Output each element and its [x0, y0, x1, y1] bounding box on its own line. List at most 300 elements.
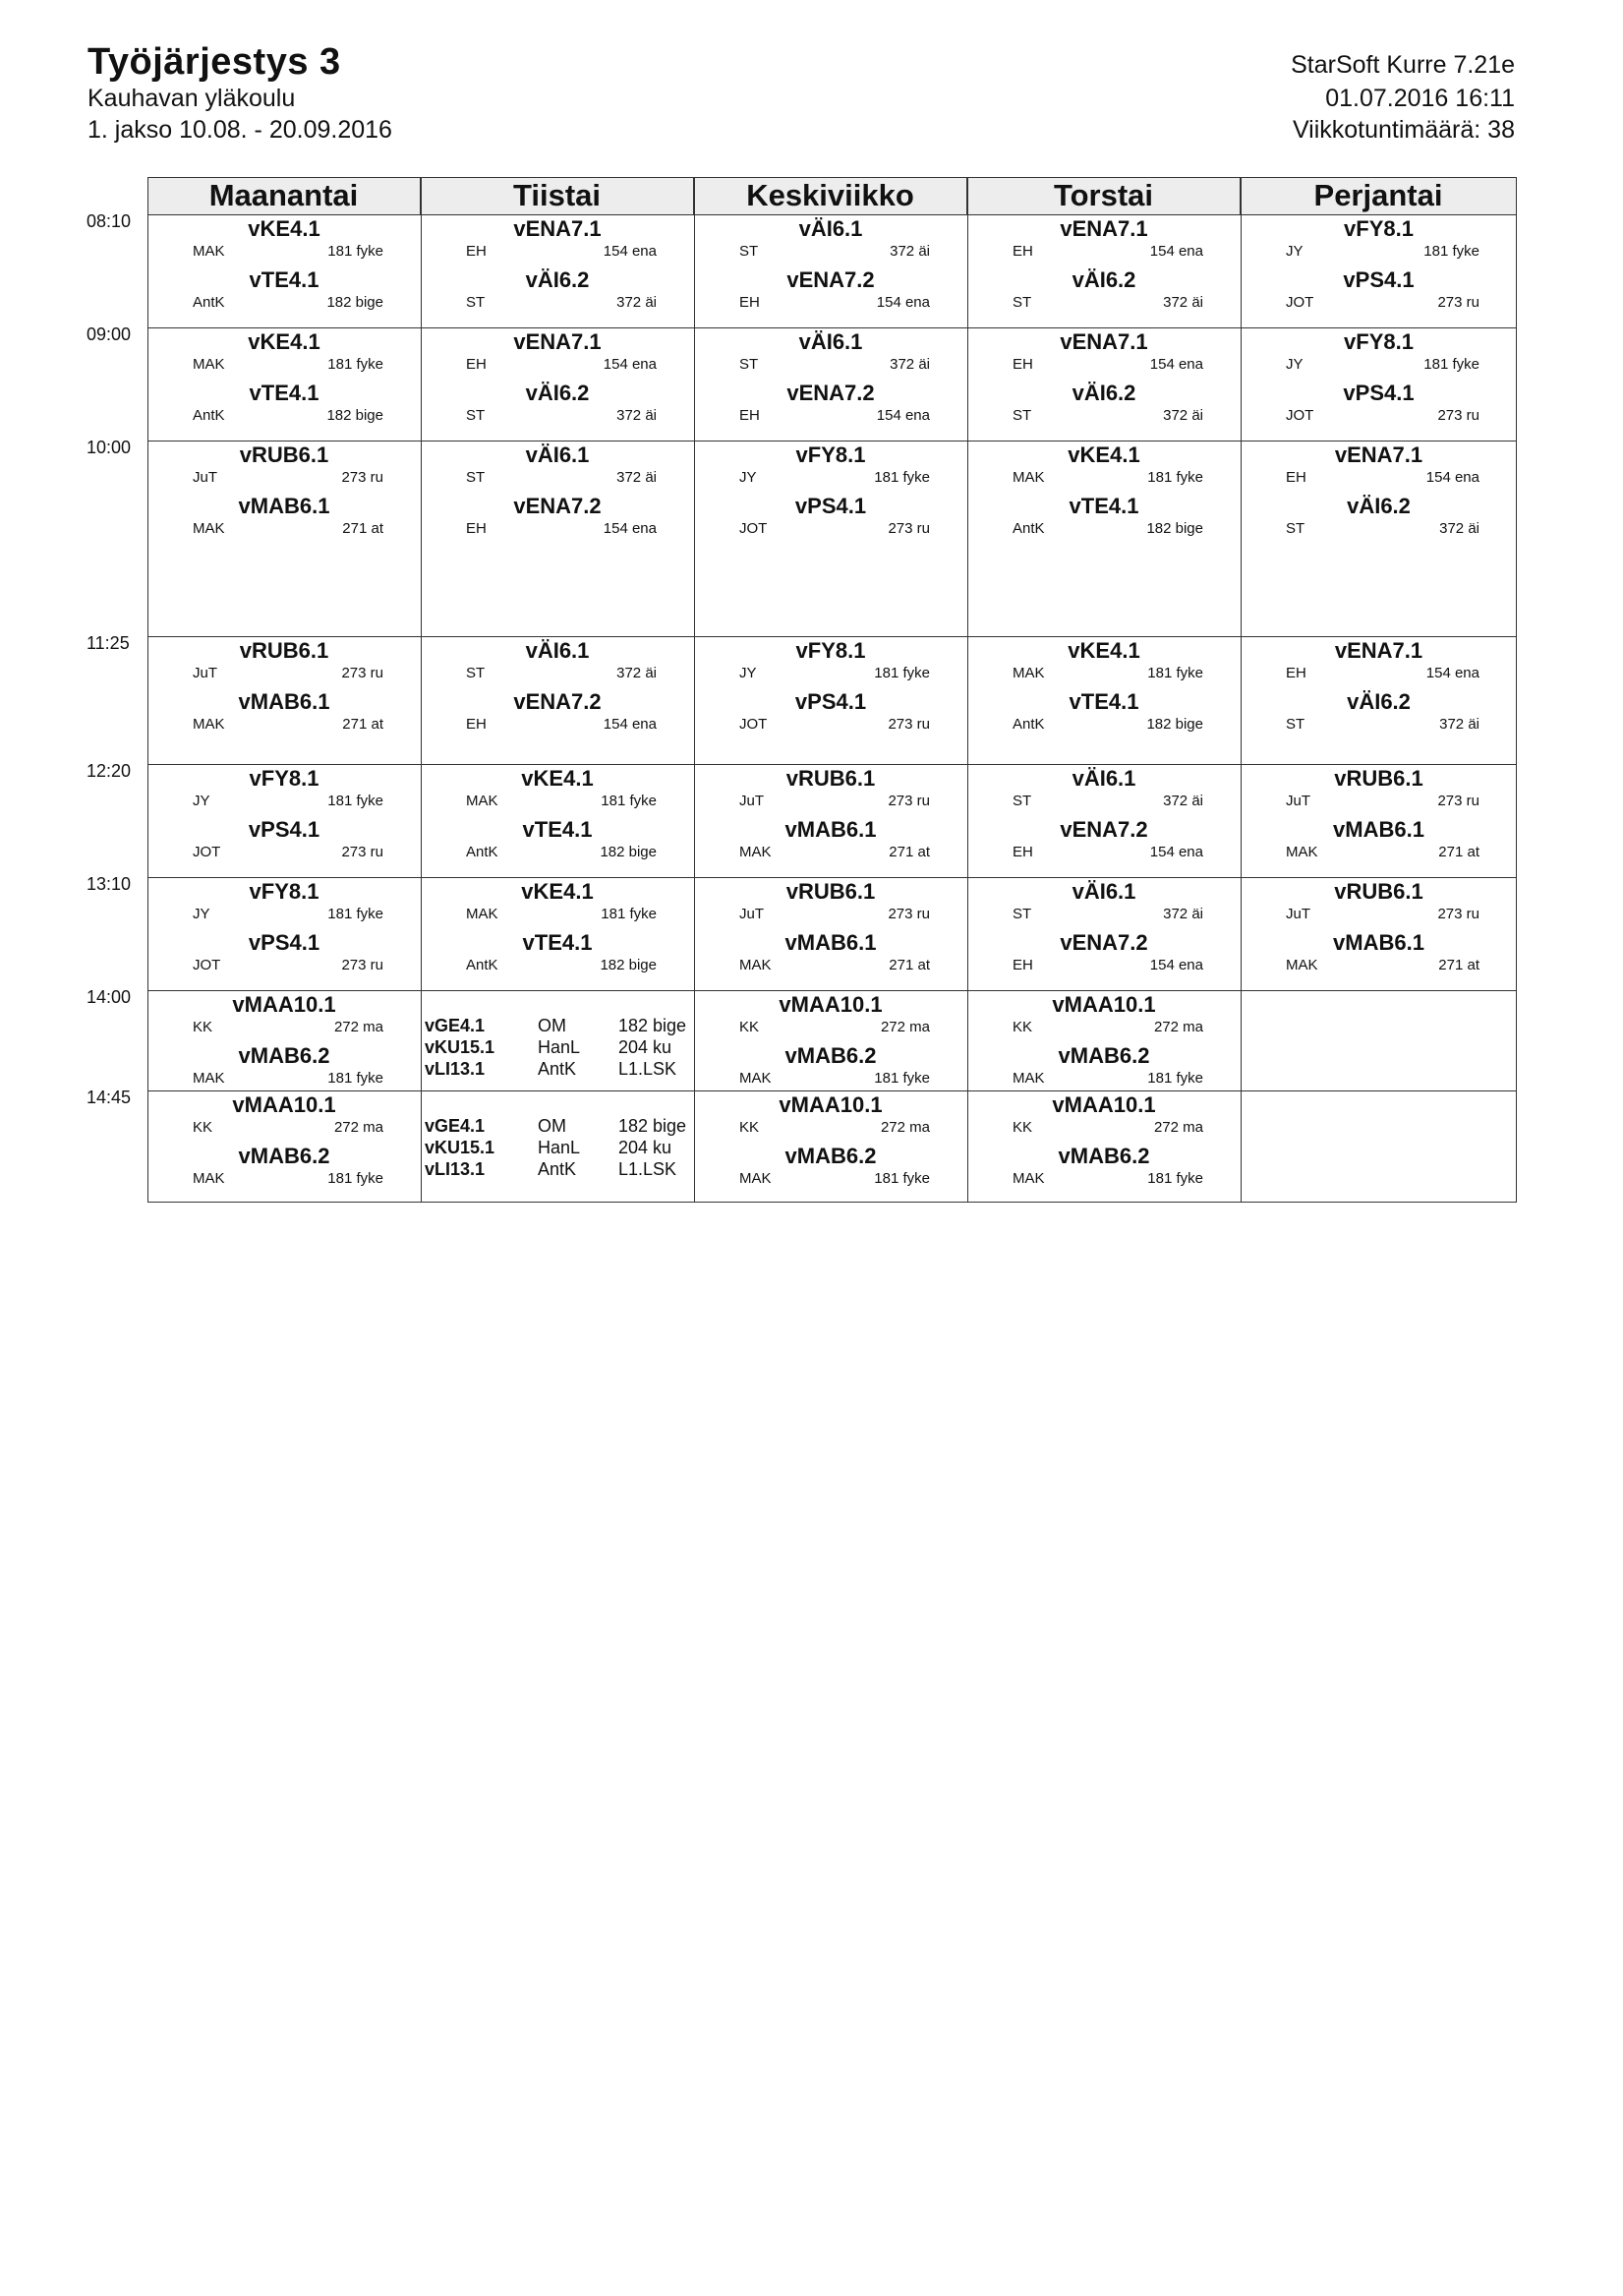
teacher-code: EH [739, 407, 760, 424]
teacher-code: EH [1013, 844, 1033, 860]
timetable-grid [147, 177, 1517, 1203]
teacher-code: KK [739, 1019, 760, 1035]
room-code: 372 äi [890, 356, 930, 373]
lesson-entry [967, 766, 1241, 817]
lesson-entry [425, 1037, 690, 1059]
teacher-code: ST [739, 356, 759, 373]
teacher-code: ST [739, 243, 759, 260]
teacher-code: JY [739, 469, 757, 486]
room-code: 272 ma [880, 1119, 930, 1136]
teacher-code: MAK [1013, 665, 1045, 681]
lesson-entry [1241, 267, 1517, 319]
timetable-cell [1241, 214, 1517, 327]
day-header: Torstai [967, 177, 1241, 214]
time-label: 10:00 [87, 438, 132, 457]
lesson-entry [421, 817, 694, 868]
lesson-entry [967, 1043, 1241, 1094]
teacher-code: JuT [739, 793, 765, 809]
course-code: vÄI6.2 [525, 267, 590, 292]
lesson-entry [967, 494, 1241, 545]
lesson-entry [694, 329, 967, 381]
course-code: vPS4.1 [1343, 381, 1415, 405]
room-code: 182 bige [1146, 520, 1203, 537]
teacher-code: ST [1013, 294, 1032, 311]
room-code: 271 at [1438, 844, 1479, 860]
course-code: vPS4.1 [794, 689, 867, 714]
timetable-cell [147, 990, 421, 1090]
room-code: 273 ru [1437, 906, 1479, 922]
timetable-cell [1241, 441, 1517, 636]
teacher-code: ST [1013, 906, 1032, 922]
lesson-entry [1241, 817, 1517, 868]
course-code: vÄI6.1 [798, 216, 863, 241]
timetable-cell [421, 1090, 694, 1203]
lesson-entry [694, 992, 967, 1043]
course-code: vMAB6.1 [1333, 817, 1424, 842]
course-code: vMAB6.1 [784, 817, 877, 842]
day-header: Tiistai [421, 177, 694, 214]
teacher-code: OM [538, 1116, 566, 1136]
course-code: vMAB6.2 [784, 1043, 877, 1068]
room-code: 273 ru [341, 957, 383, 973]
teacher-code: OM [538, 1016, 566, 1035]
room-code: 181 fyke [874, 469, 930, 486]
teacher-code: KK [193, 1019, 213, 1035]
course-code: vENA7.2 [513, 494, 602, 518]
room-code: 181 fyke [1147, 1070, 1203, 1087]
room-code: 154 ena [1149, 356, 1203, 373]
course-code: vLI13.1 [425, 1159, 486, 1179]
room-code: 181 fyke [1147, 1170, 1203, 1187]
room-code: 273 ru [1437, 407, 1479, 424]
lesson-entry [967, 638, 1241, 689]
room-code: 154 ena [1149, 957, 1203, 973]
timetable-cell [147, 214, 421, 327]
lesson-entry [967, 329, 1241, 381]
teacher-code: JOT [739, 716, 768, 733]
teacher-code: JuT [193, 665, 218, 681]
teacher-code: EH [466, 716, 487, 733]
lesson-entry [694, 381, 967, 432]
timetable-cell [967, 327, 1241, 441]
lesson-entry [694, 267, 967, 319]
room-code: 271 at [889, 957, 930, 973]
room-code: L1.LSK [618, 1059, 677, 1079]
lesson-entry [147, 216, 421, 267]
timetable-cell [421, 441, 694, 636]
timetable-cell [967, 1090, 1241, 1203]
teacher-code: MAK [1286, 844, 1318, 860]
room-code: 272 ma [1153, 1019, 1203, 1035]
course-code: vLI13.1 [425, 1059, 486, 1079]
grid-line [147, 177, 1517, 178]
teacher-code: KK [1013, 1019, 1033, 1035]
room-code: 273 ru [341, 665, 383, 681]
timetable-cell [694, 441, 967, 636]
course-code: vPS4.1 [794, 494, 867, 518]
time-label: 12:20 [87, 761, 132, 781]
lesson-entry [967, 930, 1241, 981]
room-code: 182 bige [1146, 716, 1203, 733]
room-code: 273 ru [888, 793, 930, 809]
room-code: 181 fyke [874, 665, 930, 681]
course-code: vGE4.1 [425, 1016, 486, 1035]
teacher-code: ST [1286, 520, 1305, 537]
course-code: vENA7.2 [786, 381, 875, 405]
room-code: 271 at [889, 844, 930, 860]
course-code: vMAB6.1 [1333, 930, 1424, 955]
teacher-code: JY [193, 793, 210, 809]
course-code: vENA7.1 [1060, 216, 1148, 241]
teacher-code: EH [1286, 469, 1306, 486]
lesson-entry [967, 817, 1241, 868]
teacher-code: KK [739, 1119, 760, 1136]
course-code: vTE4.1 [249, 381, 319, 405]
timetable-cell [147, 1090, 421, 1203]
course-code: vRUB6.1 [1334, 879, 1423, 904]
timetable-cell [147, 636, 421, 764]
room-code: 182 bige [600, 957, 657, 973]
room-code: 181 fyke [327, 906, 383, 922]
day-header: Maanantai [147, 177, 421, 214]
lesson-entry [967, 992, 1241, 1043]
course-code: vRUB6.1 [1334, 766, 1423, 791]
course-code: vGE4.1 [425, 1116, 486, 1136]
lesson-entry [694, 1092, 967, 1144]
time-label: 11:25 [87, 633, 130, 653]
course-code: vTE4.1 [249, 267, 319, 292]
weekly-hours: Viikkotuntimäärä: 38 [1292, 116, 1515, 144]
room-code: 154 ena [603, 716, 657, 733]
course-code: vENA7.1 [1334, 442, 1423, 467]
timetable-cell [421, 764, 694, 877]
teacher-code: EH [1013, 243, 1033, 260]
course-code: vPS4.1 [1343, 267, 1415, 292]
lesson-entry [694, 494, 967, 545]
course-code: vÄI6.2 [1347, 689, 1411, 714]
lesson-entry [1241, 689, 1517, 740]
day-header: Perjantai [1241, 177, 1517, 214]
course-code: vMAB6.2 [1058, 1043, 1150, 1068]
teacher-code: JuT [193, 469, 218, 486]
room-code: L1.LSK [618, 1159, 677, 1179]
course-code: vRUB6.1 [239, 638, 329, 663]
teacher-code: EH [466, 356, 487, 373]
room-code: 372 äi [616, 665, 657, 681]
course-code: vENA7.2 [513, 689, 602, 714]
room-code: 273 ru [888, 716, 930, 733]
room-code: 272 ma [333, 1019, 383, 1035]
school-name: Kauhavan yläkoulu [87, 85, 296, 112]
lesson-entry [421, 689, 694, 740]
timetable-cell [421, 214, 694, 327]
timetable-cell [1241, 1090, 1517, 1203]
time-label: 14:45 [87, 1088, 132, 1107]
room-code: 154 ena [876, 407, 930, 424]
teacher-code: JY [1286, 356, 1304, 373]
teacher-code: EH [1286, 665, 1306, 681]
teacher-code: MAK [466, 906, 498, 922]
teacher-code: MAK [1013, 469, 1045, 486]
room-code: 181 fyke [601, 793, 657, 809]
room-code: 181 fyke [1423, 356, 1479, 373]
timetable-cell [1241, 990, 1517, 1090]
room-code: 154 ena [603, 243, 657, 260]
timetable-cell [421, 327, 694, 441]
course-code: vKE4.1 [521, 879, 594, 904]
course-code: vÄI6.1 [525, 442, 590, 467]
teacher-code: EH [1013, 957, 1033, 973]
teacher-code: EH [466, 243, 487, 260]
teacher-code: JOT [193, 844, 221, 860]
course-code: vÄI6.1 [525, 638, 590, 663]
lesson-entry [147, 494, 421, 545]
timetable-cell [694, 327, 967, 441]
lesson-entry [147, 381, 421, 432]
room-code: 182 bige [600, 844, 657, 860]
teacher-code: MAK [193, 520, 225, 537]
lesson-entry [694, 689, 967, 740]
course-code: vÄI6.2 [525, 381, 590, 405]
room-code: 181 fyke [874, 1170, 930, 1187]
course-code: vMAB6.1 [784, 930, 877, 955]
lesson-entry [421, 879, 694, 930]
room-code: 372 äi [1163, 793, 1203, 809]
timetable-cell [1241, 764, 1517, 877]
timetable-cell [967, 877, 1241, 990]
room-code: 181 fyke [874, 1070, 930, 1087]
lesson-entry [694, 1144, 967, 1195]
room-code: 372 äi [616, 407, 657, 424]
lesson-entry [421, 638, 694, 689]
course-code: vMAB6.2 [238, 1144, 330, 1168]
course-code: vFY8.1 [249, 879, 319, 904]
course-code: vMAB6.1 [238, 494, 330, 518]
teacher-code: MAK [193, 243, 225, 260]
room-code: 181 fyke [1147, 665, 1203, 681]
course-code: vTE4.1 [522, 817, 593, 842]
course-code: vTE4.1 [1069, 494, 1139, 518]
lesson-entry [421, 329, 694, 381]
teacher-code: KK [1013, 1119, 1033, 1136]
room-code: 273 ru [888, 906, 930, 922]
lesson-entry [1241, 329, 1517, 381]
course-code: vFY8.1 [249, 766, 319, 791]
timetable-cell [694, 1090, 967, 1203]
course-code: vTE4.1 [1069, 689, 1139, 714]
lesson-entry [421, 267, 694, 319]
room-code: 272 ma [1153, 1119, 1203, 1136]
room-code: 182 bige [618, 1116, 687, 1136]
timetable-cell [694, 214, 967, 327]
lesson-entry [1241, 879, 1517, 930]
teacher-code: AntK [538, 1159, 577, 1179]
lesson-entry [967, 879, 1241, 930]
lesson-entry [967, 689, 1241, 740]
room-code: 204 ku [618, 1138, 672, 1157]
teacher-code: ST [466, 407, 486, 424]
timetable-cell [694, 764, 967, 877]
lesson-entry [1241, 494, 1517, 545]
room-code: 181 fyke [327, 1170, 383, 1187]
course-code: vENA7.2 [1060, 930, 1148, 955]
teacher-code: JY [739, 665, 757, 681]
timetable-cell [421, 636, 694, 764]
room-code: 372 äi [1163, 294, 1203, 311]
room-code: 181 fyke [327, 793, 383, 809]
lesson-entry [421, 494, 694, 545]
course-code: vÄI6.2 [1072, 381, 1136, 405]
lesson-entry [425, 1016, 690, 1037]
course-code: vMAA10.1 [1052, 1092, 1156, 1117]
room-code: 182 bige [326, 407, 383, 424]
lesson-entry [694, 216, 967, 267]
lesson-entry [147, 930, 421, 981]
course-code: vFY8.1 [1344, 216, 1414, 241]
course-code: vPS4.1 [248, 817, 320, 842]
course-code: vÄI6.1 [1072, 879, 1136, 904]
room-code: 273 ru [888, 520, 930, 537]
lesson-entry [421, 216, 694, 267]
room-code: 181 fyke [327, 243, 383, 260]
teacher-code: ST [466, 665, 486, 681]
room-code: 154 ena [1425, 665, 1479, 681]
teacher-code: MAK [739, 957, 772, 973]
course-code: vRUB6.1 [785, 879, 876, 904]
teacher-code: ST [466, 294, 486, 311]
course-code: vMAA10.1 [232, 992, 336, 1017]
teacher-code: AntK [1013, 520, 1045, 537]
timetable-cell [967, 441, 1241, 636]
teacher-code: JuT [1286, 906, 1311, 922]
course-code: vÄI6.2 [1347, 494, 1411, 518]
timetable-cell [1241, 327, 1517, 441]
day-header: Keskiviikko [694, 177, 967, 214]
timetable-cell [421, 877, 694, 990]
teacher-code: JOT [1286, 407, 1314, 424]
timetable-cell [694, 990, 967, 1090]
teacher-code: AntK [466, 957, 498, 973]
room-code: 273 ru [1437, 793, 1479, 809]
room-code: 181 fyke [327, 356, 383, 373]
room-code: 272 ma [333, 1119, 383, 1136]
teacher-code: JY [1286, 243, 1304, 260]
lesson-entry [425, 1059, 690, 1081]
lesson-entry [1241, 766, 1517, 817]
lesson-entry [1241, 216, 1517, 267]
room-code: 271 at [342, 716, 383, 733]
teacher-code: MAK [1013, 1170, 1045, 1187]
lesson-entry [967, 1092, 1241, 1144]
timetable-cell [967, 764, 1241, 877]
room-code: 204 ku [618, 1037, 672, 1057]
room-code: 273 ru [1437, 294, 1479, 311]
teacher-code: JY [193, 906, 210, 922]
lesson-entry [147, 1092, 421, 1144]
room-code: 154 ena [1425, 469, 1479, 486]
lesson-entry [694, 817, 967, 868]
lesson-entry [694, 930, 967, 981]
teacher-code: ST [1013, 793, 1032, 809]
lesson-entry [967, 267, 1241, 319]
lesson-entry [967, 1144, 1241, 1195]
course-code: vMAA10.1 [1052, 992, 1156, 1017]
room-code: 181 fyke [327, 1070, 383, 1087]
room-code: 273 ru [341, 844, 383, 860]
timetable-cell [1241, 877, 1517, 990]
course-code: vPS4.1 [248, 930, 320, 955]
course-code: vKE4.1 [1068, 638, 1140, 663]
timetable-cell [147, 877, 421, 990]
course-code: vKE4.1 [1068, 442, 1140, 467]
lesson-entry [694, 879, 967, 930]
teacher-code: AntK [466, 844, 498, 860]
teacher-code: JuT [739, 906, 765, 922]
course-code: vÄI6.1 [798, 329, 863, 354]
lesson-entry [425, 1159, 690, 1181]
room-code: 372 äi [1439, 520, 1479, 537]
teacher-code: KK [193, 1119, 213, 1136]
time-label: 13:10 [87, 874, 132, 894]
teacher-code: HanL [538, 1037, 581, 1057]
period-range: 1. jakso 10.08. - 20.09.2016 [87, 116, 392, 144]
timetable-cell [694, 636, 967, 764]
course-code: vFY8.1 [1344, 329, 1414, 354]
course-code: vRUB6.1 [239, 442, 329, 467]
timetable-cell [421, 990, 694, 1090]
teacher-code: ST [1013, 407, 1032, 424]
teacher-code: JOT [193, 957, 221, 973]
course-code: vENA7.1 [513, 329, 602, 354]
lesson-entry [1241, 381, 1517, 432]
teacher-code: JOT [739, 520, 768, 537]
course-code: vKU15.1 [425, 1037, 495, 1057]
course-code: vMAB6.2 [238, 1043, 330, 1068]
teacher-code: EH [466, 520, 487, 537]
course-code: vÄI6.1 [1072, 766, 1136, 791]
timetable-cell [694, 877, 967, 990]
timetable-cell [147, 441, 421, 636]
lesson-entry [147, 329, 421, 381]
room-code: 273 ru [341, 469, 383, 486]
lesson-entry [147, 992, 421, 1043]
lesson-entry [1241, 638, 1517, 689]
lesson-entry [967, 442, 1241, 494]
lesson-entry [147, 1043, 421, 1094]
lesson-entry [421, 442, 694, 494]
course-code: vENA7.2 [786, 267, 875, 292]
teacher-code: AntK [193, 294, 225, 311]
lesson-entry [967, 216, 1241, 267]
teacher-code: ST [1286, 716, 1305, 733]
room-code: 272 ma [880, 1019, 930, 1035]
lesson-entry [147, 766, 421, 817]
course-code: vKU15.1 [425, 1138, 495, 1157]
page-title: Työjärjestys 3 [87, 41, 341, 83]
software-version: StarSoft Kurre 7.21e [1291, 51, 1515, 79]
lesson-entry [425, 1116, 690, 1138]
room-code: 154 ena [603, 356, 657, 373]
course-code: vTE4.1 [522, 930, 593, 955]
course-code: vMAA10.1 [779, 1092, 883, 1117]
room-code: 154 ena [876, 294, 930, 311]
teacher-code: MAK [739, 1070, 772, 1087]
teacher-code: MAK [193, 356, 225, 373]
course-code: vRUB6.1 [785, 766, 876, 791]
lesson-entry [147, 689, 421, 740]
room-code: 154 ena [1149, 844, 1203, 860]
course-code: vENA7.2 [1060, 817, 1148, 842]
